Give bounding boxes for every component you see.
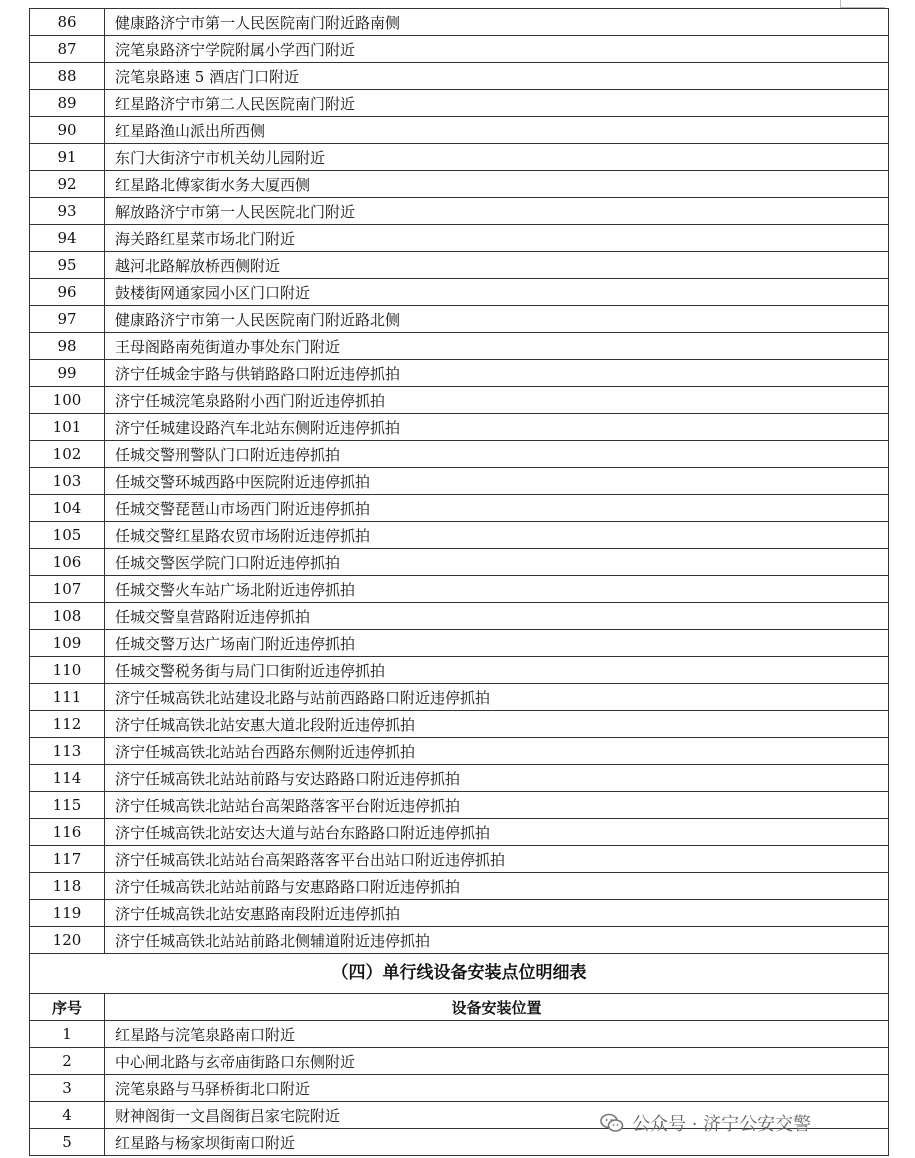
- row-location: 任城交警皇营路附近违停抓拍: [105, 603, 889, 630]
- table-row: [30, 900, 889, 927]
- table-row: [30, 1021, 889, 1048]
- header-serial-number: 序号: [30, 994, 105, 1021]
- table-row: [30, 549, 889, 576]
- row-location: 济宁任城高铁北站站前路北侧辅道附近违停抓拍: [105, 927, 889, 954]
- row-location: 红星路与杨家坝街南口附近: [105, 1129, 889, 1156]
- row-location: 海关路红星菜市场北门附近: [105, 225, 889, 252]
- row-location: 财神阁街一文昌阁街吕家宅院附近: [105, 1102, 889, 1129]
- row-number: 109: [30, 630, 105, 657]
- table-row: [30, 387, 889, 414]
- row-location: 越河北路解放桥西侧附近: [105, 252, 889, 279]
- row-number: 118: [30, 873, 105, 900]
- watermark-text: 公众号 · 济宁公安交警: [632, 1114, 812, 1135]
- table-row: [30, 63, 889, 90]
- row-location: 东门大街济宁市机关幼儿园附近: [105, 144, 889, 171]
- row-location: 济宁任城高铁北站建设北路与站前西路路口附近违停抓拍: [105, 684, 889, 711]
- table-row: [30, 873, 889, 900]
- row-location: 任城交警税务街与局门口街附近违停抓拍: [105, 657, 889, 684]
- table-row: [30, 522, 889, 549]
- row-number: 119: [30, 900, 105, 927]
- row-number: 115: [30, 792, 105, 819]
- row-location: 王母阁路南苑街道办事处东门附近: [105, 333, 889, 360]
- row-number: 95: [30, 252, 105, 279]
- row-number: 99: [30, 360, 105, 387]
- row-location: 健康路济宁市第一人民医院南门附近路北侧: [105, 306, 889, 333]
- row-number: 112: [30, 711, 105, 738]
- row-location: 红星路与浣笔泉路南口附近: [105, 1021, 889, 1048]
- table-row: [30, 927, 889, 954]
- row-location: 任城交警环城西路中医院附近违停抓拍: [105, 468, 889, 495]
- row-location: 任城交警医学院门口附近违停抓拍: [105, 549, 889, 576]
- row-location: 红星路北傅家街水务大厦西侧: [105, 171, 889, 198]
- row-location: 济宁任城建设路汽车北站东侧附近违停抓拍: [105, 414, 889, 441]
- row-number: 88: [30, 63, 105, 90]
- table-row: [30, 279, 889, 306]
- table-row: [30, 225, 889, 252]
- table-row: [30, 90, 889, 117]
- row-location: 济宁任城高铁北站安惠路南段附近违停抓拍: [105, 900, 889, 927]
- top-edge-fragment: [840, 0, 885, 8]
- row-number: 92: [30, 171, 105, 198]
- row-number: 105: [30, 522, 105, 549]
- table-row: [30, 252, 889, 279]
- row-location: 浣笔泉路济宁学院附属小学西门附近: [105, 36, 889, 63]
- row-location: 浣笔泉路速 5 酒店门口附近: [105, 63, 889, 90]
- row-number: 110: [30, 657, 105, 684]
- table-row: [30, 414, 889, 441]
- table-row: [30, 360, 889, 387]
- row-location: 济宁任城浣笔泉路附小西门附近违停抓拍: [105, 387, 889, 414]
- row-number: 101: [30, 414, 105, 441]
- table-row: [30, 1048, 889, 1075]
- table-row: [30, 495, 889, 522]
- table-header-row: [30, 994, 889, 1021]
- row-number: 97: [30, 306, 105, 333]
- table-row: [30, 198, 889, 225]
- table-row: [30, 36, 889, 63]
- row-number: 93: [30, 198, 105, 225]
- row-number: 100: [30, 387, 105, 414]
- table-row: [30, 603, 889, 630]
- row-number: 116: [30, 819, 105, 846]
- row-location: 任城交警刑警队门口附近违停抓拍: [105, 441, 889, 468]
- table-row: [30, 441, 889, 468]
- row-number: 98: [30, 333, 105, 360]
- row-location: 任城交警万达广场南门附近违停抓拍: [105, 630, 889, 657]
- row-location: 健康路济宁市第一人民医院南门附近路南侧: [105, 9, 889, 36]
- row-location: 任城交警红星路农贸市场附近违停抓拍: [105, 522, 889, 549]
- row-number: 86: [30, 9, 105, 36]
- row-number: 1: [30, 1021, 105, 1048]
- row-number: 113: [30, 738, 105, 765]
- camera-location-table: [29, 8, 889, 954]
- row-number: 89: [30, 90, 105, 117]
- table-row: [30, 117, 889, 144]
- row-location: 济宁任城高铁北站站台高架路落客平台出站口附近违停抓拍: [105, 846, 889, 873]
- table-row: [30, 144, 889, 171]
- row-number: 107: [30, 576, 105, 603]
- table-row: [30, 657, 889, 684]
- row-number: 2: [30, 1048, 105, 1075]
- row-location: 任城交警琵琶山市场西门附近违停抓拍: [105, 495, 889, 522]
- row-location: 济宁任城金宇路与供销路路口附近违停抓拍: [105, 360, 889, 387]
- row-location: 济宁任城高铁北站安惠大道北段附近违停抓拍: [105, 711, 889, 738]
- table-row: [30, 792, 889, 819]
- table-row: [30, 630, 889, 657]
- table-row: [30, 171, 889, 198]
- row-number: 96: [30, 279, 105, 306]
- row-number: 106: [30, 549, 105, 576]
- table-row: [30, 1075, 889, 1102]
- row-location: 中心闸北路与玄帝庙街路口东侧附近: [105, 1048, 889, 1075]
- table-row: [30, 306, 889, 333]
- row-location: 济宁任城高铁北站站台高架路落客平台附近违停抓拍: [105, 792, 889, 819]
- table-row: [30, 738, 889, 765]
- row-number: 91: [30, 144, 105, 171]
- row-number: 102: [30, 441, 105, 468]
- table-row: [30, 9, 889, 36]
- table-row: [30, 468, 889, 495]
- table-row: [30, 711, 889, 738]
- row-location: 红星路渔山派出所西侧: [105, 117, 889, 144]
- table-row: [30, 684, 889, 711]
- row-number: 120: [30, 927, 105, 954]
- row-number: 3: [30, 1075, 105, 1102]
- table-row: [30, 819, 889, 846]
- row-number: 117: [30, 846, 105, 873]
- row-location: 济宁任城高铁北站站台西路东侧附近违停抓拍: [105, 738, 889, 765]
- row-location: 济宁任城高铁北站站前路与安达路路口附近违停抓拍: [105, 765, 889, 792]
- row-location: 任城交警火车站广场北附近违停抓拍: [105, 576, 889, 603]
- row-location: 济宁任城高铁北站安达大道与站台东路路口附近违停抓拍: [105, 819, 889, 846]
- row-number: 90: [30, 117, 105, 144]
- section-four-title: （四）单行线设备安装点位明细表: [29, 953, 889, 993]
- table-row: [30, 333, 889, 360]
- table-row: [30, 765, 889, 792]
- watermark: [600, 1108, 811, 1138]
- row-number: 111: [30, 684, 105, 711]
- row-location: 浣笔泉路与马驿桥街北口附近: [105, 1075, 889, 1102]
- row-number: 4: [30, 1102, 105, 1129]
- row-location: 红星路济宁市第二人民医院南门附近: [105, 90, 889, 117]
- table-row: [30, 846, 889, 873]
- header-install-location: 设备安装位置: [105, 994, 889, 1021]
- row-location: 鼓楼街网通家园小区门口附近: [105, 279, 889, 306]
- row-number: 5: [30, 1129, 105, 1156]
- row-number: 87: [30, 36, 105, 63]
- table-row: [30, 576, 889, 603]
- wechat-icon: [600, 1112, 624, 1134]
- row-location: 济宁任城高铁北站站前路与安惠路路口附近违停抓拍: [105, 873, 889, 900]
- row-number: 114: [30, 765, 105, 792]
- row-number: 104: [30, 495, 105, 522]
- row-number: 94: [30, 225, 105, 252]
- row-location: 解放路济宁市第一人民医院北门附近: [105, 198, 889, 225]
- row-number: 103: [30, 468, 105, 495]
- row-number: 108: [30, 603, 105, 630]
